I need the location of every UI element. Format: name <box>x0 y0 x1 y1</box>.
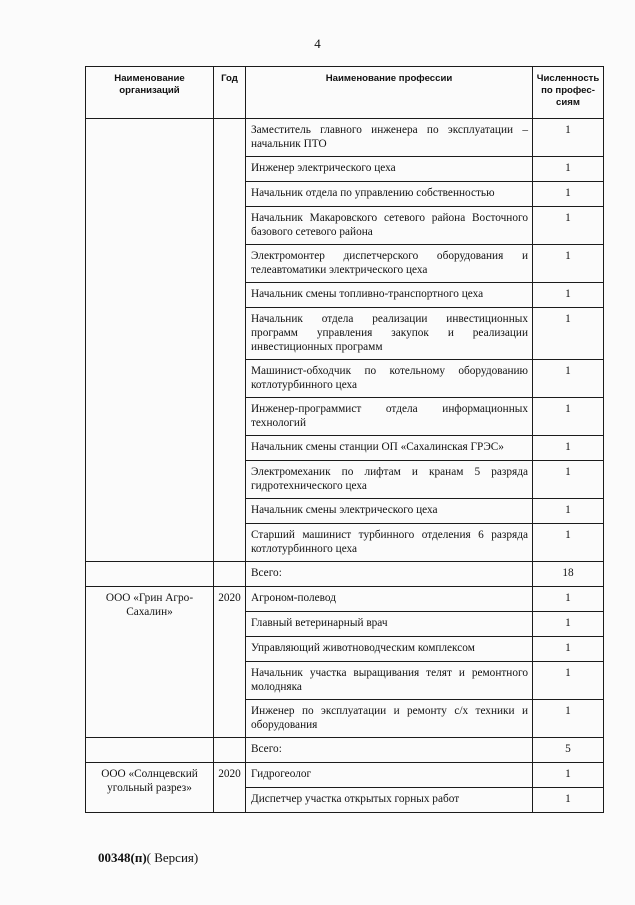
count-cell: 1 <box>533 308 604 360</box>
profession-cell: Гидрогеолог <box>246 763 533 788</box>
profession-cell: Старший машинист турбинного отделения 6 разряда котлотурбинного цеха <box>246 524 533 562</box>
profession-cell: Начальник Макаровского сетевого района Восточного базового сетевого района <box>246 207 533 245</box>
profession-cell: Электромеханик по лифтам и кранам 5 разряда гидротехнического цеха <box>246 461 533 499</box>
table-row <box>86 587 604 612</box>
count-cell: 1 <box>533 524 604 562</box>
organization-cell: ООО «Солнцевский угольный разрез» <box>86 763 214 813</box>
count-cell: 1 <box>533 612 604 637</box>
document-code-number: 00348(п) <box>98 850 147 865</box>
profession-cell: Начальник смены топливно-транспортного цеха <box>246 283 533 308</box>
count-cell: 1 <box>533 700 604 738</box>
total-count: 5 <box>533 738 604 763</box>
count-cell: 1 <box>533 245 604 283</box>
header-year: Год <box>214 67 246 119</box>
table-row <box>86 119 604 157</box>
profession-cell: Диспетчер участка открытых горных работ <box>246 788 533 813</box>
profession-cell: Инженер-программист отдела информационных технологий <box>246 398 533 436</box>
profession-cell: Агроном-полевод <box>246 587 533 612</box>
profession-cell: Начальник смены станции ОП «Сахалинская ГРЭС» <box>246 436 533 461</box>
count-cell: 1 <box>533 182 604 207</box>
count-cell: 1 <box>533 157 604 182</box>
table-header-row <box>86 67 604 119</box>
total-count: 18 <box>533 562 604 587</box>
count-cell: 1 <box>533 788 604 813</box>
table-row <box>86 763 604 788</box>
profession-cell: Начальник отдела реализации инвестиционных программ управления закупок и реализации инвестиционных программ <box>246 308 533 360</box>
year-cell: 2020 <box>214 587 246 738</box>
profession-cell: Машинист-обходчик по котельному оборудованию котлотурбинного цеха <box>246 360 533 398</box>
total-row <box>86 738 604 763</box>
count-cell: 1 <box>533 398 604 436</box>
profession-cell: Инженер электрического цеха <box>246 157 533 182</box>
profession-cell: Начальник участка выращивания телят и ремонтного молодняка <box>246 662 533 700</box>
profession-cell: Главный ветеринарный врач <box>246 612 533 637</box>
professions-table <box>85 66 604 813</box>
count-cell: 1 <box>533 499 604 524</box>
total-label: Всего: <box>246 738 533 763</box>
document-code <box>98 850 198 866</box>
org-cell-continued <box>86 119 214 562</box>
count-cell: 1 <box>533 662 604 700</box>
total-year-cell <box>214 738 246 763</box>
total-org-cell <box>86 562 214 587</box>
count-cell: 1 <box>533 587 604 612</box>
count-cell: 1 <box>533 763 604 788</box>
page-number: 4 <box>314 36 321 51</box>
document-version: ( Версия) <box>146 850 199 865</box>
header-profession: Наименование профессии <box>246 67 533 119</box>
profession-cell: Начальник смены электрического цеха <box>246 499 533 524</box>
header-organization: Наименование организаций <box>86 67 214 119</box>
total-row <box>86 562 604 587</box>
count-cell: 1 <box>533 436 604 461</box>
profession-cell: Инженер по эксплуатации и ремонту с/х техники и оборудования <box>246 700 533 738</box>
year-cell-continued <box>214 119 246 562</box>
total-label: Всего: <box>246 562 533 587</box>
profession-cell: Начальник отдела по управлению собственностью <box>246 182 533 207</box>
total-org-cell <box>86 738 214 763</box>
count-cell: 1 <box>533 119 604 157</box>
header-count: Численность по профес-сиям <box>533 67 604 119</box>
year-cell: 2020 <box>214 763 246 813</box>
count-cell: 1 <box>533 461 604 499</box>
organization-cell: ООО «Грин Агро-Сахалин» <box>86 587 214 738</box>
count-cell: 1 <box>533 360 604 398</box>
profession-cell: Электромонтер диспетчерского оборудования и телеавтоматики электрического цеха <box>246 245 533 283</box>
profession-cell: Заместитель главного инженера по эксплуатации – начальник ПТО <box>246 119 533 157</box>
count-cell: 1 <box>533 207 604 245</box>
total-year-cell <box>214 562 246 587</box>
profession-cell: Управляющий животноводческим комплексом <box>246 637 533 662</box>
count-cell: 1 <box>533 283 604 308</box>
count-cell: 1 <box>533 637 604 662</box>
